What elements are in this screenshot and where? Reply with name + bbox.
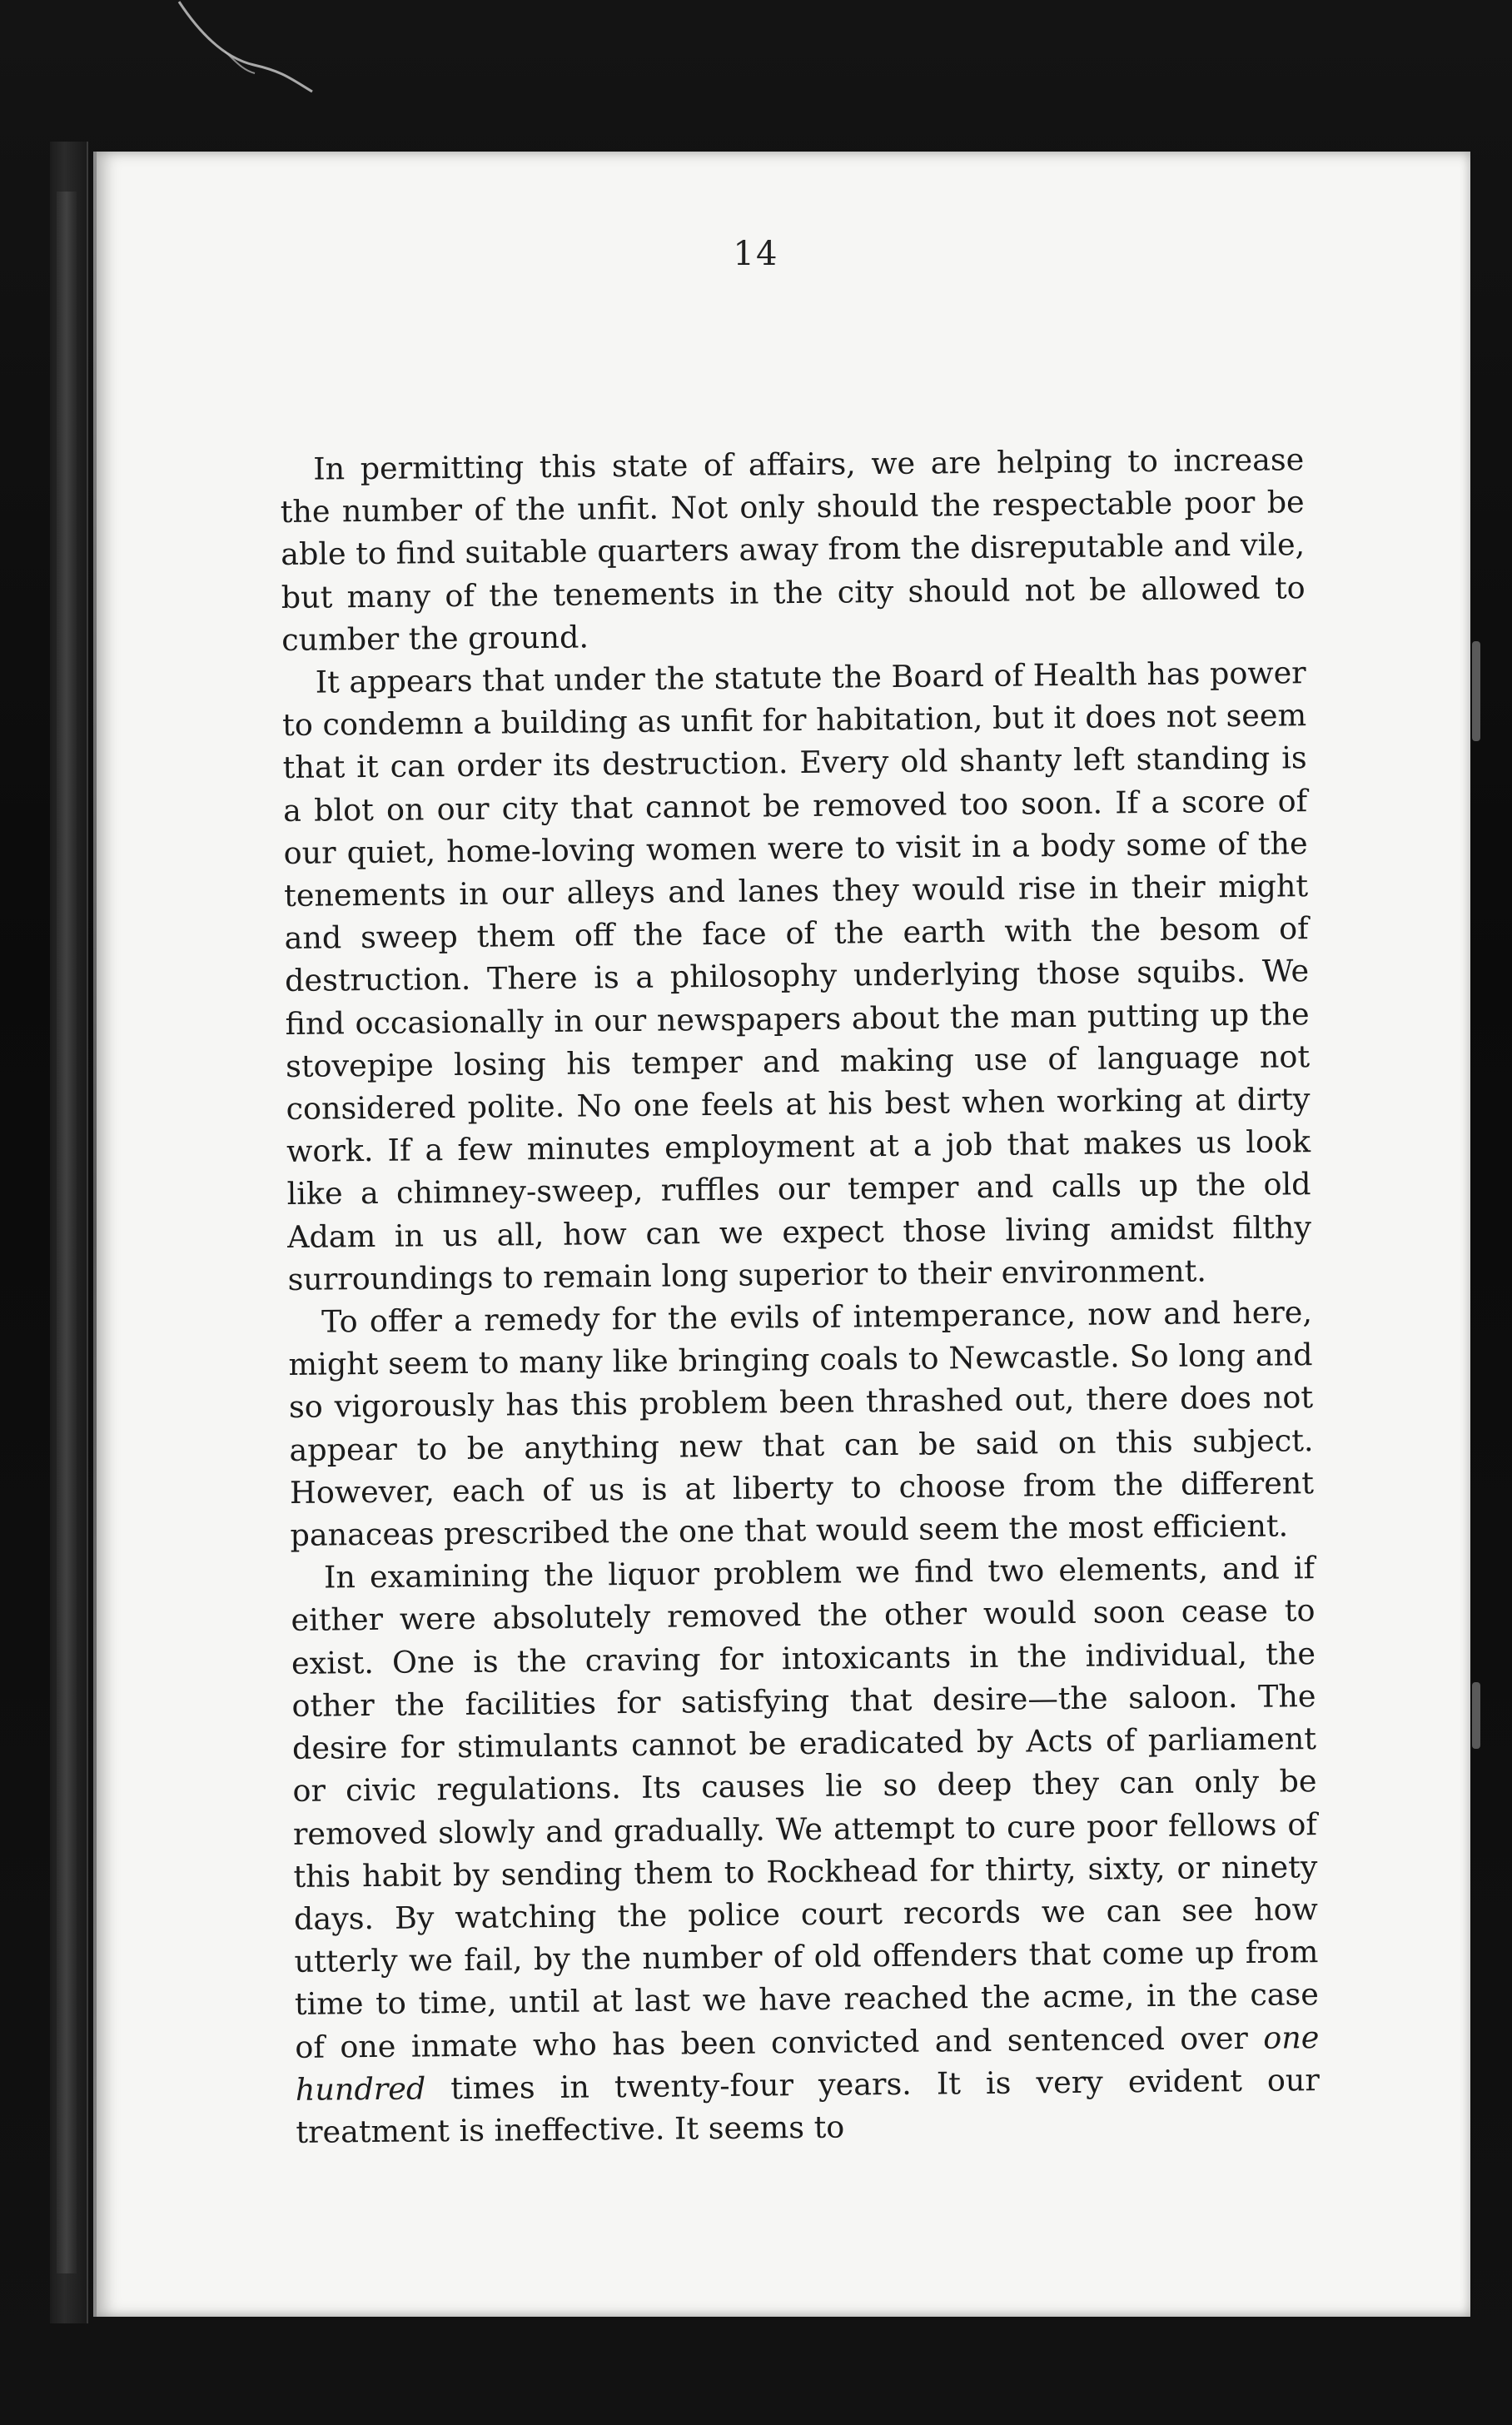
paragraph-2 xyxy=(281,651,1311,1301)
paragraph-2-text: It appears that under the statute the Board of Health has power to condemn a building as unfit for habitation, but it does not seem that it can order its destruction. Every old shanty left standing is a blot on our city that cannot be removed too soon. If a score of our quiet, home-loving women were to visit in a body some of the tenements in our alleys and lanes they would rise in their might and sweep them off the face of the earth with the besom of destruction. There is a philosophy underlying those squibs. We find occasionally in our newspapers about the man putting up the stovepipe losing his temper and making use of language not considered polite. No one feels at his best when working at dirty work. If a few minutes employment at a job that makes us look like a chimney-sweep, ruffles our temper and calls up the old Adam in us all, how can we expect those living amidst filthy surroundings to remain long superior to their environment. xyxy=(281,655,1312,1297)
paragraph-4-emphasis: one hundred xyxy=(295,2019,1320,2108)
paragraph-4-text-b: times in twenty-four years. It is very evident our treatment is ineffective. It seems to xyxy=(296,2061,1321,2150)
right-margin-mark-lower xyxy=(1472,1682,1480,1749)
body-text xyxy=(280,438,1321,2154)
paragraph-1-text: In permitting this state of affairs, we are helping to increase the number of the unfit. Not only should the respectable poor be able to find suitable quarters away from the disreputable and vile, but many of the tenements in the city should not be allowed to cumber the ground. xyxy=(280,441,1306,658)
page-number: 14 xyxy=(733,235,779,273)
thread-fiber xyxy=(175,0,316,100)
book-binding-edge xyxy=(50,142,88,2323)
paragraph-3 xyxy=(288,1291,1315,1556)
paragraph-1 xyxy=(280,438,1306,661)
paragraph-4 xyxy=(291,1546,1321,2154)
paragraph-3-text: To offer a remedy for the evils of intemperance, now and here, might seem to many like bringing coals to Newcastle. So long and so vigorously has this problem been thrashed out, there does not appear to be anything new that can be said on this subject. However, each of us is at liberty to choose from the different panaceas prescribed the one that would seem the most efficient. xyxy=(288,1294,1315,1554)
paragraph-4-text-a: In examining the liquor problem we find two elements, and if either were absolutely removed the other would soon cease to exist. One is the craving for intoxicants in the individual, the other the facilities for satisfying that desire—the saloon. The desire for stimulants cannot be eradicated by Acts of parliament or civic regulations. Its causes lie so deep they can only be removed slowly and gradually. We attempt to cure poor fellows of this habit by sending them to Rockhead for thirty, sixty, or ninety days. By watching the police court records we can see how utterly we fail, by the number of old offenders that come up from time to time, until at last we have reached the acme, in the case of one inmate who has been convicted and sentenced over xyxy=(291,1550,1320,2065)
right-margin-mark xyxy=(1472,641,1480,741)
